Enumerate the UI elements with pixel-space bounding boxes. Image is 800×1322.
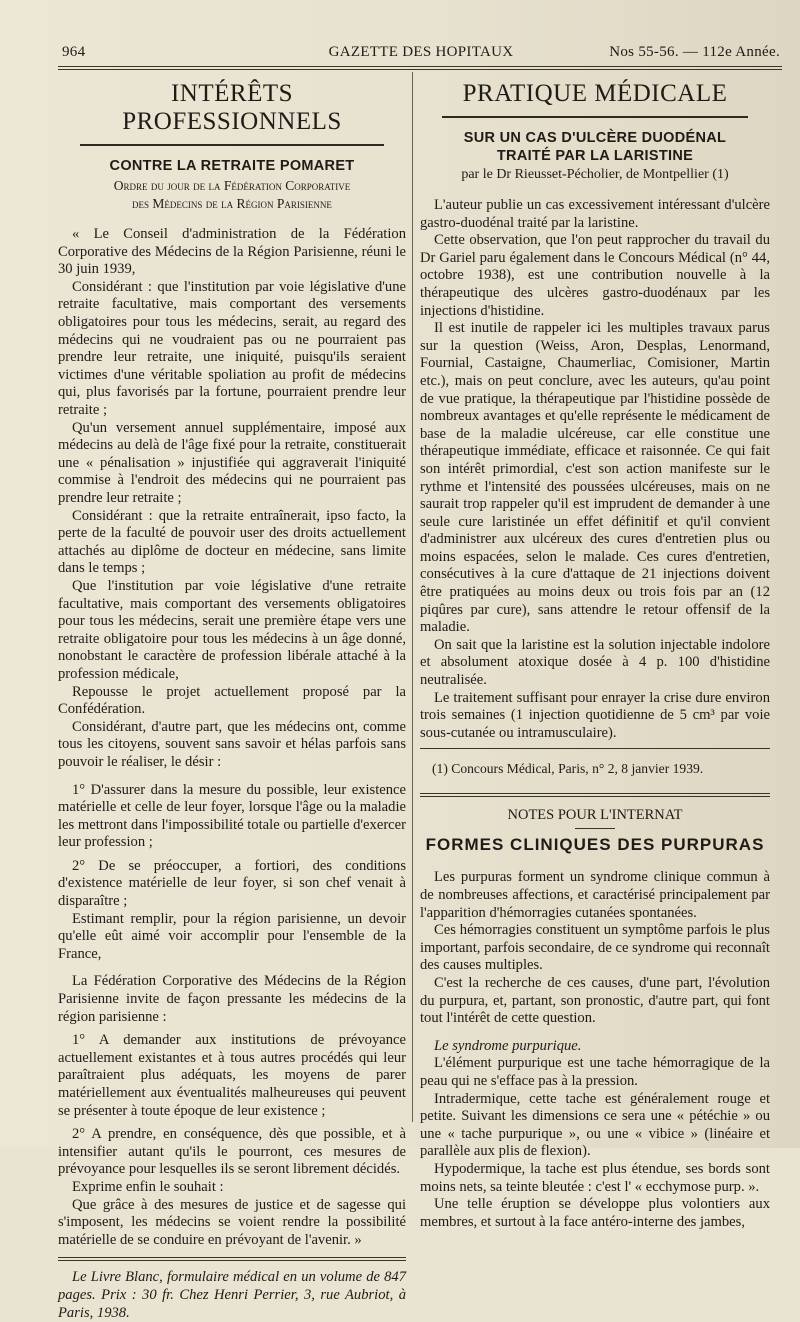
paragraph: Qu'un versement annuel supplémentaire, imposé aux médecins au delà de l'âge fixé pour la retraite, constituerait une « pénalisation » injustifiée qui aggraverait l'iniquité commise à l'endroit des médecins qui ne pourraient pas prendre leur retraite ; xyxy=(58,419,406,506)
paragraph: On sait que la laristine est la solution injectable indolore et absolument atoxique dosée à 4 p. 100 d'histidine neutralisée. xyxy=(420,636,770,689)
section-rule xyxy=(80,144,384,146)
footnote: (1) Concours Médical, Paris, n° 2, 8 janvier 1939. xyxy=(432,761,704,777)
double-rule xyxy=(58,1257,406,1261)
left-column xyxy=(58,72,406,1322)
paragraph: C'est la recherche de ces causes, d'une part, l'évolution du purpura, et, partant, son pronostic, d'autre part, qui font tout l'intérêt de cette question. xyxy=(420,974,770,1027)
right-column xyxy=(420,72,770,1231)
book-note: Le Livre Blanc, formulaire médical en un volume de 847 pages. Prix : 30 fr. Chez Henri Perrier, 3, rue Aubriot, à Paris, 1938. xyxy=(58,1269,406,1321)
paragraph: Considérant, d'autre part, que les médecins ont, comme tous les citoyens, souvent sans savoir et hélas parfois sans pouvoir le réaliser, le désir : xyxy=(58,718,406,770)
paragraph: « Le Conseil d'administration de la Fédération Corporative des Médecins de la Région Parisienne, réuni le 30 juin 1939, xyxy=(58,226,406,278)
article-title-ulcere: SUR UN CAS D'ULCÈRE DUODÉNAL xyxy=(463,130,727,146)
article-subtitle-1: Ordre du jour de la Fédération Corporative xyxy=(113,178,351,193)
paragraph: Estimant remplir, pour la région parisienne, un devoir qu'elle eût aimé voir accomplir pour l'ensemble de la France, xyxy=(58,910,406,962)
paragraph: 1° D'assurer dans la mesure du possible, leur existence matérielle et celle de leur foyer, lorsque l'âge ou la maladie les mettront dans l'impossibilité totale ou partielle d'exercer leur profession ; xyxy=(58,781,406,851)
section-title-pratique: PRATIQUE MÉDICALE xyxy=(462,80,728,107)
paragraph: Considérant : que la retraite entraînerait, ipso facto, la perte de la faculté de pouvoir user des droits actuellement attachés au diplôme de docteur en médecine, sans limite dans le temps ; xyxy=(58,507,406,577)
page-number: 964 xyxy=(62,44,86,60)
paragraph: Que l'institution par voie législative d'une retraite facultative, mais comportant des versements obligatoires pour tous les médecins, serait une première étape vers une retraite obligatoire pour tous les médecins à un âge donné, nonobstant le caractère de profession libérale attaché à la profession médicale, xyxy=(58,577,406,682)
paragraph: 2° A prendre, en conséquence, dès que possible, et à intensifier autant qu'ils le pourront, ces mesures de prévoyance pour lesquelles ils se seront librement décidés. xyxy=(58,1126,406,1178)
article-subtitle-2: des Médecins de la Région Parisienne xyxy=(132,195,332,211)
paragraph: Il est inutile de rappeler ici les multiples travaux parus sur la question (Weiss, Aron, Desplas, Lenormand, Fournial, Castaigne, Chaumerliac, Comisioner, Martin etc.), mais on peut conclure, avec les auteurs, qu'au point de vue pratique, la thérapeutique par l'histidine possède de nombreux avantages et qu'elle représente le médicament de base de la maladie ulcéreuse, car elle constitue une thérapeutique immédiate, efficace et raisonnée. Ce qui fait son intérêt primordial, c'est son action manifeste sur le rythme et l'intensité des poussées ulcéreuses, mais on ne saurait trop rappeler qu'il est imprudent de demander à une seule cure laristinée un effet définitif et qu'il convient d'administrer aux ulcéreux des cures d'entretien plus ou moins espacées, selon le malade. Ces cures d'entretien, consécutives à la cure d'attaque de 21 injections doivent être pratiquées au moins deux ou trois fois par an (12 piqûres par cure), sans attendre le retour offensif de la maladie. xyxy=(420,320,770,636)
paragraph: Que grâce à des mesures de justice et de sagesse qui s'imposent, les médecins se voient rendre la possibilité matérielle de se conduire en prévoyant de l'avenir. » xyxy=(58,1196,406,1248)
article-title-retraite: CONTRE LA RETRAITE POMARET xyxy=(109,158,355,174)
issue-info: Nos 55-56. — 112e Année. xyxy=(609,44,780,60)
paragraph: Une telle éruption se développe plus volontiers aux membres, et surtout à la face antéro-interne des jambes, xyxy=(420,1196,770,1230)
paragraph: Intradermique, cette tache est généralement rouge et petite. Suivant les dimensions ce sera une « pétéchie » ou une « tache purpurique », ou une « vibice » (linéaire et parallèle aux plis de flexion). xyxy=(420,1090,770,1160)
paragraph: Repousse le projet actuellement proposé par la Confédération. xyxy=(58,683,406,718)
subheading: Le syndrome purpurique. xyxy=(434,1037,582,1054)
paragraph: La Fédération Corporative des Médecins de la Région Parisienne invite de façon pressante les médecins de la région parisienne : xyxy=(58,973,406,1025)
column-divider xyxy=(412,72,413,1122)
paragraph: Cette observation, que l'on peut rapprocher du travail du Dr Gariel paru également dans le Concours Médical (n° 44, octobre 1938), est une contribution nouvelle à la thérapeutique des ulcères gastro-duodénaux par les injections d'histidine. xyxy=(420,232,770,319)
journal-title: GAZETTE DES HOPITAUX xyxy=(328,44,514,60)
paragraph: 1° A demander aux institutions de prévoyance actuellement existantes et à tous autres procédés qui leur paraîtraient plus adéquats, les moyens de parer matériellement aux éventualités malheureuses qui peuvent se présenter à toute époque de leur existence ; xyxy=(58,1032,406,1119)
notes-title: NOTES POUR L'INTERNAT xyxy=(507,807,683,824)
footnote-rule xyxy=(420,748,770,749)
header-rule xyxy=(58,66,782,70)
paragraph: Exprime enfin le souhait : xyxy=(72,1178,224,1195)
short-rule xyxy=(575,828,615,829)
double-rule xyxy=(420,793,770,797)
notes-heading: FORMES CLINIQUES DES PURPURAS xyxy=(425,835,765,855)
paragraph: Les purpuras forment un syndrome clinique commun à de nombreuses affections, et caractérisé principalement par l'apparition d'hémorragies cutanées spontanées. xyxy=(420,869,770,921)
paragraph: L'auteur publie un cas excessivement intéressant d'ulcère gastro-duodénal traité par la laristine. xyxy=(420,197,770,231)
section-title-interets: INTÉRÊTS PROFESSIONNELS xyxy=(122,80,342,135)
byline: par le Dr Rieusset-Pécholier, de Montpellier (1) xyxy=(461,167,729,182)
paragraph: 2° De se préoccuper, a fortiori, des conditions d'existence matérielle de leur foyer, si son chef venait à disparaître ; xyxy=(58,857,406,910)
paragraph: L'élément purpurique est une tache hémorragique de la peau qui ne s'efface pas à la pression. xyxy=(420,1055,770,1089)
paragraph: Le traitement suffisant pour enrayer la crise dure environ trois semaines (1 injection quotidienne de 5 cm³ par voie sous-cutanée ou intramusculaire). xyxy=(420,689,770,741)
paragraph: Considérant : que l'institution par voie législative d'une retraite facultative, mais comportant des versements obligatoires pour tous les médecins, serait, au regard des médecins qui ne voudraient pas ou ne pourraient pas prendre leur retraite, une iniquité, puisqu'ils seraient victimes d'une véritable spoliation au profit de médecins qui, plus favorisés par la fortune, pourraient prendre leur retraite ; xyxy=(58,278,406,419)
paragraph: Hypodermique, la tache est plus étendue, ses bords sont moins nets, sa teinte bleutée : c'est l' « ecchymose purp. ». xyxy=(420,1160,770,1195)
paragraph: Ces hémorragies constituent un symptôme parfois le plus important, parfois secondaire, de ce syndrome qui reconnaît des causes multiples. xyxy=(420,922,770,974)
article-title-laristine: TRAITÉ PAR LA LARISTINE xyxy=(496,148,694,164)
section-rule xyxy=(442,116,748,118)
page-header xyxy=(62,44,780,66)
